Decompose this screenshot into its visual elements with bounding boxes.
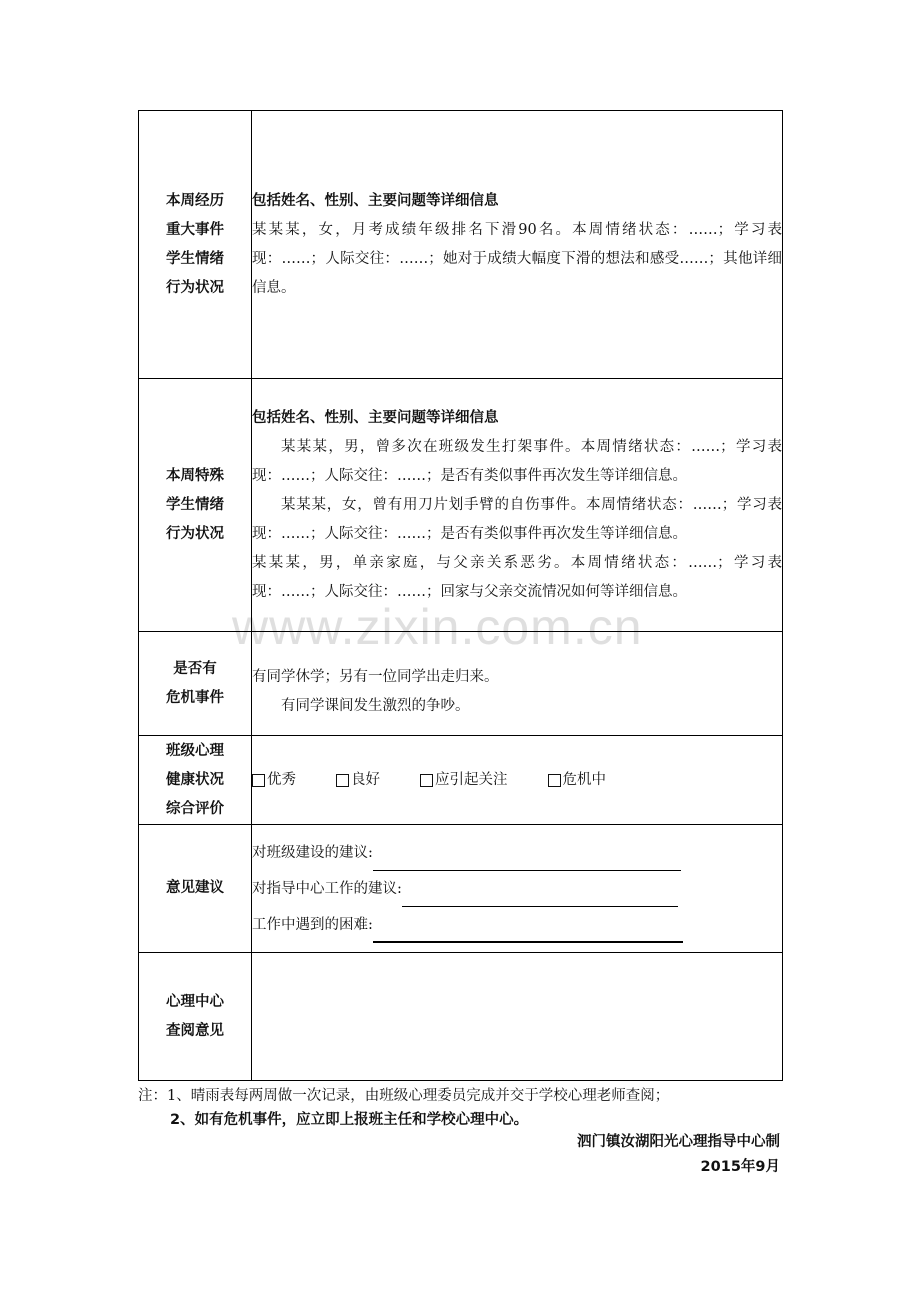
note-1: 注：1、晴雨表每两周做一次记录，由班级心理委员完成并交于学校心理老师查阅； — [138, 1088, 670, 1104]
detail-hint: 包括姓名、性别、主要问题等详细信息 — [252, 409, 499, 426]
content-evaluation — [252, 736, 783, 825]
row-evaluation — [139, 736, 783, 825]
crisis-line-2: 有同学课间发生激烈的争吵。 — [281, 697, 470, 714]
row-weekly-events — [139, 111, 783, 379]
special-student-2: 某某某，女，曾有用刀片划手臂的自伤事件。本周情绪状态：……；学习表现：……；人际交往：……；是否有类似事件再次发生等详细信息。 — [252, 496, 782, 542]
crisis-line-1: 有同学休学；另有一位同学出走归来。 — [252, 668, 499, 685]
checkbox-icon[interactable] — [252, 774, 265, 787]
label-suggestions: 意见建议 — [139, 825, 252, 953]
checkbox-icon[interactable] — [336, 774, 349, 787]
checkbox-icon[interactable] — [548, 774, 561, 787]
mood-barometer-form — [138, 110, 783, 1081]
row-suggestions — [139, 825, 783, 953]
notes — [138, 1084, 669, 1132]
checkbox-icon[interactable] — [420, 774, 433, 787]
center-review-field[interactable] — [252, 953, 783, 1081]
label-special-students: 本周特殊 学生情绪 行为状况 — [139, 379, 252, 632]
center-work-suggestion: 对指导中心工作的建议: — [252, 871, 782, 907]
issuer: 泗门镇汝湖阳光心理指导中心制 — [577, 1134, 780, 1150]
weekly-events-text: 某某某，女，月考成绩年级排名下滑90名。本周情绪状态：……；学习表现：……；人际交往：……；她对于成绩大幅度下滑的想法和感受……；其他详细信息。 — [252, 221, 782, 296]
evaluation-options — [252, 766, 782, 795]
content-weekly-events[interactable] — [252, 111, 783, 379]
label-weekly-events: 本周经历 重大事件 学生情绪 行为状况 — [139, 111, 252, 379]
content-suggestions — [252, 825, 783, 953]
option-needs-attention[interactable]: 应引起关注 — [420, 766, 508, 795]
class-building-suggestion: 对班级建设的建议: — [252, 835, 782, 871]
difficulties-field[interactable] — [373, 919, 683, 943]
watermark: www.zixin.com.cn — [232, 599, 643, 655]
content-crisis[interactable] — [252, 632, 783, 736]
row-special-students — [139, 379, 783, 632]
option-excellent[interactable]: 优秀 — [252, 766, 296, 795]
label-crisis: 是否有 危机事件 — [139, 632, 252, 736]
row-crisis — [139, 632, 783, 736]
difficulties: 工作中遇到的困难: — [252, 907, 782, 943]
row-center-review — [139, 953, 783, 1081]
class-building-field[interactable] — [373, 848, 681, 871]
option-good[interactable]: 良好 — [336, 766, 380, 795]
option-crisis[interactable]: 危机中 — [548, 766, 607, 795]
center-work-field[interactable] — [402, 884, 678, 907]
content-special-students[interactable] — [252, 379, 783, 632]
note-2: 2、如有危机事件，应立即上报班主任和学校心理中心。 — [170, 1112, 529, 1128]
label-evaluation: 班级心理 健康状况 综合评价 — [139, 736, 252, 825]
issue-date: 2015年9月 — [700, 1159, 780, 1175]
special-student-3: 某某某，男，单亲家庭，与父亲关系恶劣。本周情绪状态：……；学习表现：……；人际交往：……；回家与父亲交流情况如何等详细信息。 — [252, 554, 782, 600]
special-student-1: 某某某，男，曾多次在班级发生打架事件。本周情绪状态：……；学习表现：……；人际交往：……；是否有类似事件再次发生等详细信息。 — [252, 438, 782, 484]
detail-hint: 包括姓名、性别、主要问题等详细信息 — [252, 192, 499, 209]
label-center-review: 心理中心 查阅意见 — [139, 953, 252, 1081]
